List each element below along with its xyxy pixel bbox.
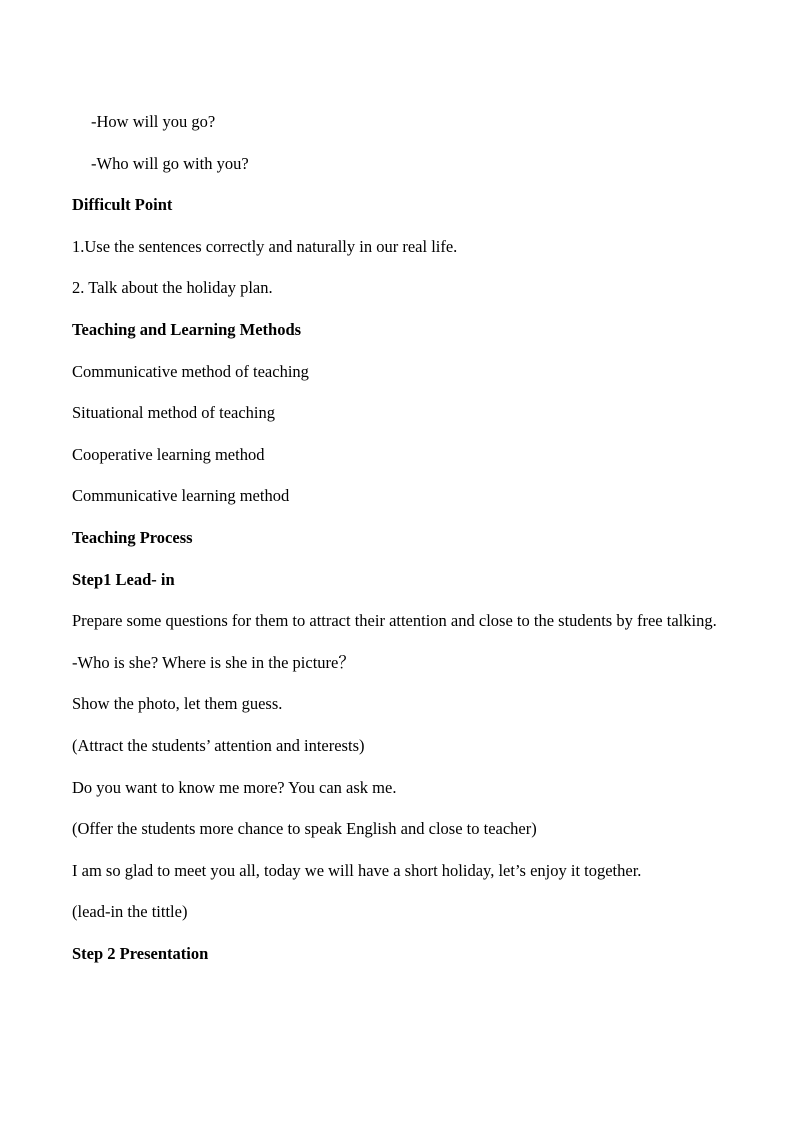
heading-teaching-methods: Teaching and Learning Methods bbox=[72, 319, 302, 339]
method-situational-teaching: Situational method of teaching bbox=[72, 403, 275, 423]
document-body bbox=[72, 101, 722, 974]
question-who-will-go: -Who will go with you? bbox=[91, 153, 249, 173]
note-lead-in-title: (lead-in the tittle) bbox=[72, 902, 188, 922]
method-cooperative-learning: Cooperative learning method bbox=[72, 444, 265, 464]
method-communicative-learning: Communicative learning method bbox=[72, 486, 290, 506]
difficult-point-1: 1.Use the sentences correctly and naturally in our real life. bbox=[72, 236, 458, 256]
paragraph-show-photo: Show the photo, let them guess. bbox=[72, 694, 283, 714]
note-attract-attention: (Attract the students’ attention and interests) bbox=[72, 735, 365, 755]
paragraph-know-me-more: Do you want to know me more? You can ask me. bbox=[72, 777, 397, 797]
paragraph-prepare-questions: Prepare some questions for them to attract their attention and close to the students by free talking. bbox=[72, 611, 717, 631]
difficult-point-2: 2. Talk about the holiday plan. bbox=[72, 278, 273, 298]
method-communicative-teaching: Communicative method of teaching bbox=[72, 361, 309, 381]
paragraph-glad-to-meet: I am so glad to meet you all, today we will have a short holiday, let’s enjoy it together. bbox=[72, 860, 642, 880]
heading-step2-presentation: Step 2 Presentation bbox=[72, 943, 209, 963]
heading-difficult-point: Difficult Point bbox=[72, 195, 173, 215]
question-who-is-she: -Who is she? Where is she in the picture？ bbox=[72, 652, 355, 672]
question-how-will-you-go: -How will you go? bbox=[91, 112, 216, 131]
heading-teaching-process: Teaching Process bbox=[72, 527, 193, 547]
heading-step1-lead-in: Step1 Lead- in bbox=[72, 569, 175, 589]
note-offer-chance: (Offer the students more chance to speak English and close to teacher) bbox=[72, 819, 537, 839]
